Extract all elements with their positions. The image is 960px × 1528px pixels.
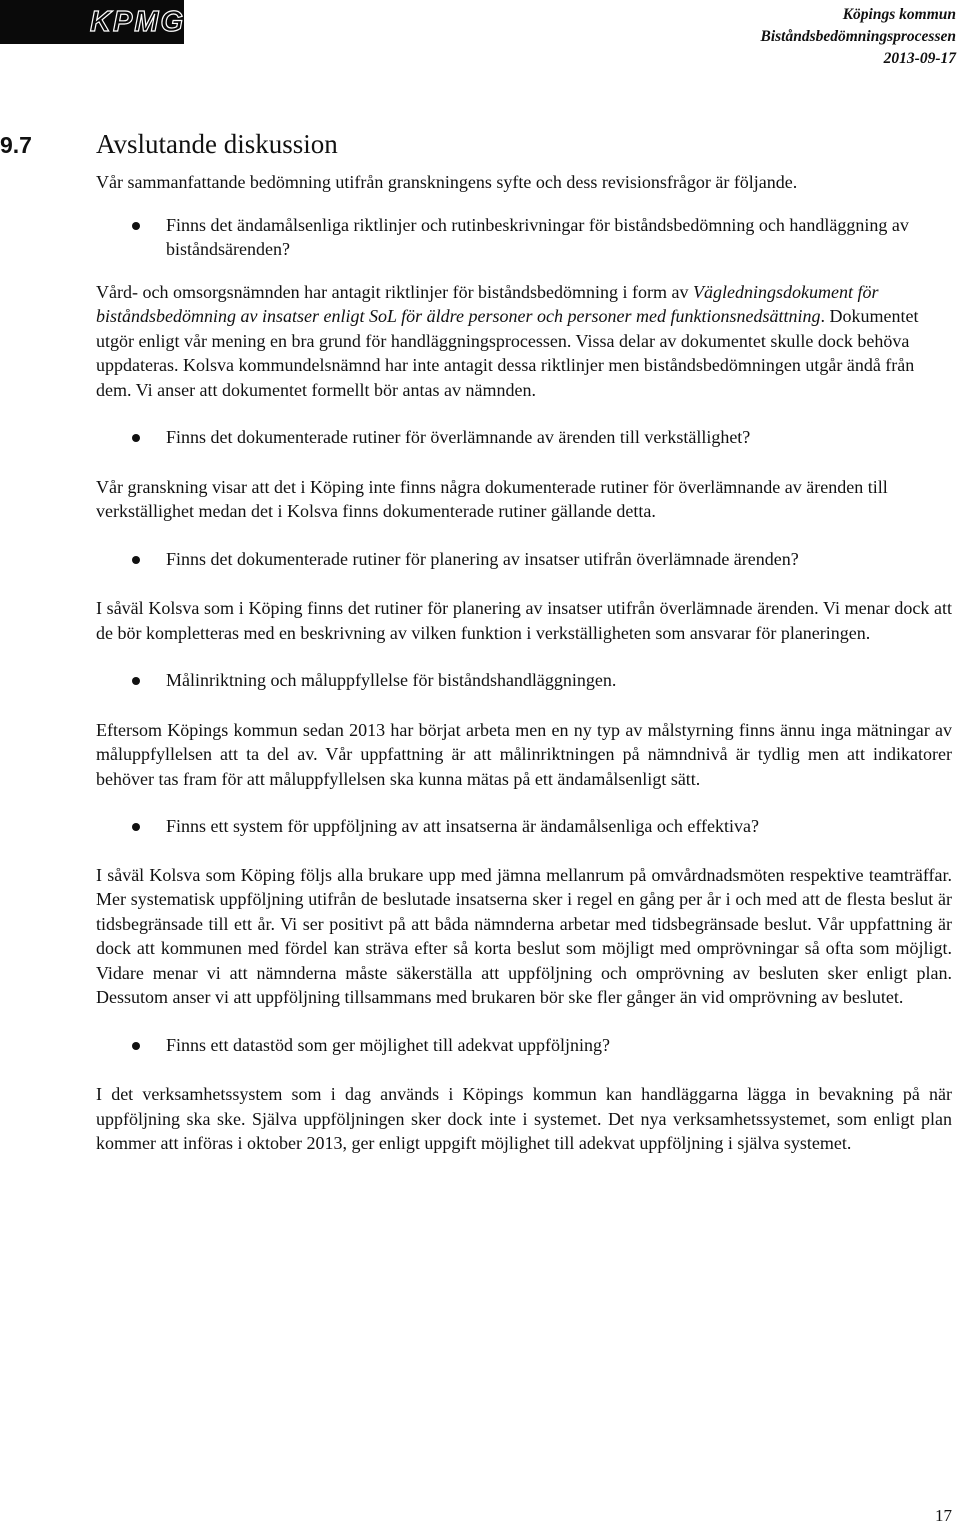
- question-text: Finns det dokumenterade rutiner för planering av insatser utifrån överlämnade ärenden?: [166, 548, 799, 569]
- bullet-icon: [132, 222, 140, 230]
- bullet-icon: [132, 556, 140, 564]
- section-heading: [0, 126, 338, 163]
- header-date: 2013-09-17: [883, 50, 956, 67]
- document-body: [96, 170, 952, 1156]
- question-text: Finns det ändamålsenliga riktlinjer och rutinbeskrivningar för biståndsbedömning och handläggning av biståndsärenden?: [166, 214, 909, 259]
- intro-paragraph: Vår sammanfattande bedömning utifrån granskningens syfte och dess revisionsfrågor är följande.: [96, 172, 798, 192]
- answer-paragraph-1: [96, 280, 952, 403]
- section-number: 9.7: [0, 132, 32, 158]
- bullet-question-5: [95, 814, 952, 839]
- bullet-question-1: [95, 213, 952, 262]
- header-organization: Köpings kommun: [842, 6, 956, 23]
- question-text: Målinriktning och måluppfyllelse för biståndshandläggningen.: [166, 670, 617, 690]
- bullet-question-2: [95, 425, 952, 450]
- section-title: Avslutande diskussion: [96, 129, 338, 159]
- answer-paragraph-2: Vår granskning visar att det i Köping inte finns några dokumenterade rutiner för överlämnande av ärenden till verkställighet medan det i Kolsva finns dokumenterade rutiner gällande detta.: [96, 476, 888, 521]
- question-text: Finns ett system för uppföljning av att insatserna är ändamålsenliga och effektiva?: [166, 816, 759, 836]
- bullet-icon: [132, 677, 140, 685]
- kpmg-logo: [0, 0, 184, 44]
- page-header: [760, 4, 956, 70]
- answer-paragraph-5: I såväl Kolsva som Köping följs alla brukare upp med jämna mellanrum på omvårdnadsmöten respektive teamträffar. Mer systematisk uppföljning utifrån de beslutade insatserna sker i regel en gång per år i och med att de flesta beslut är tidsbegränsade till ett år. Vi ser positivt på att båda nämnderna arbetar med tidsbegränsade beslut. Vår uppfattning är dock att kommunen med fördel kan sträva efter så korta beslut som möjligt med omprövningar så ofta som möjligt. Vidare menar vi att nämnderna måste säkerställa att uppföljning och omprövning av besluten sker enligt plan. Dessutom anser vi att uppföljning tillsammans med brukaren bör ske fler gånger än vid omprövning av beslutet.: [96, 864, 952, 1007]
- bullet-icon: [132, 434, 140, 442]
- page-number: 17: [935, 1506, 952, 1525]
- question-text: Finns det dokumenterade rutiner för överlämnande av ärenden till verkställighet?: [166, 427, 751, 447]
- answer-paragraph-3: I såväl Kolsva som i Köping finns det rutiner för planering av insatser utifrån överlämnade ärenden. Vi menar dock att de bör kompletteras med en beskrivning av vilken funktion i verkställigheten som ansvarar för planeringen.: [96, 598, 952, 643]
- bullet-icon: [132, 823, 140, 831]
- header-report-title: Biståndsbedömningsprocessen: [760, 28, 956, 45]
- bullet-question-3: [95, 547, 952, 572]
- bullet-icon: [132, 1042, 140, 1050]
- answer-text: Vård- och omsorgsnämnden har antagit riktlinjer för biståndsbedömning i form av: [96, 281, 694, 302]
- question-text: Finns ett datastöd som ger möjlighet till adekvat uppföljning?: [166, 1034, 610, 1055]
- logo-text: KPMG: [90, 6, 185, 38]
- answer-paragraph-4: Eftersom Köpings kommun sedan 2013 har börjat arbeta men en ny typ av målstyrning finns ännu inga mätningar av måluppfyllelsen att ta del av. Vår uppfattning är att målinriktningen på nämndnivå är tydlig men att indikatorer behöver tas fram för att måluppfyllelsen ska kunna mätas på ett ändamålsenligt sätt.: [96, 719, 952, 789]
- document-title-italic: Vägledningsdokument för biståndsbedömning av insatser enligt SoL för äldre personer och personer med funktionsnedsättning: [96, 281, 879, 326]
- bullet-question-4: [95, 668, 952, 693]
- answer-paragraph-6: I det verksamhetssystem som i dag används i Köpings kommun kan handläggarna lägga in bevakning på när uppföljning ska ske. Själva uppföljningen sker dock inte i systemet. Det nya verksamhetssystemet, som enligt plan kommer att införas i oktober 2013, ger enligt uppgift möjlighet till adekvat uppföljning i själva systemet.: [96, 1084, 952, 1153]
- answer-text-continued: . Dokumentet utgör enligt vår mening en bra grund för handläggningsprocessen. Vissa delar av dokumentet skulle dock behöva uppdateras. Kolsva kommundelsnämnd har inte antagit dessa riktlinjer men biståndsbedömningen utgår ändå från dem. Vi anser att dokumentet formellt bör antas av nämnden.: [96, 306, 919, 400]
- bullet-question-6: [95, 1033, 952, 1058]
